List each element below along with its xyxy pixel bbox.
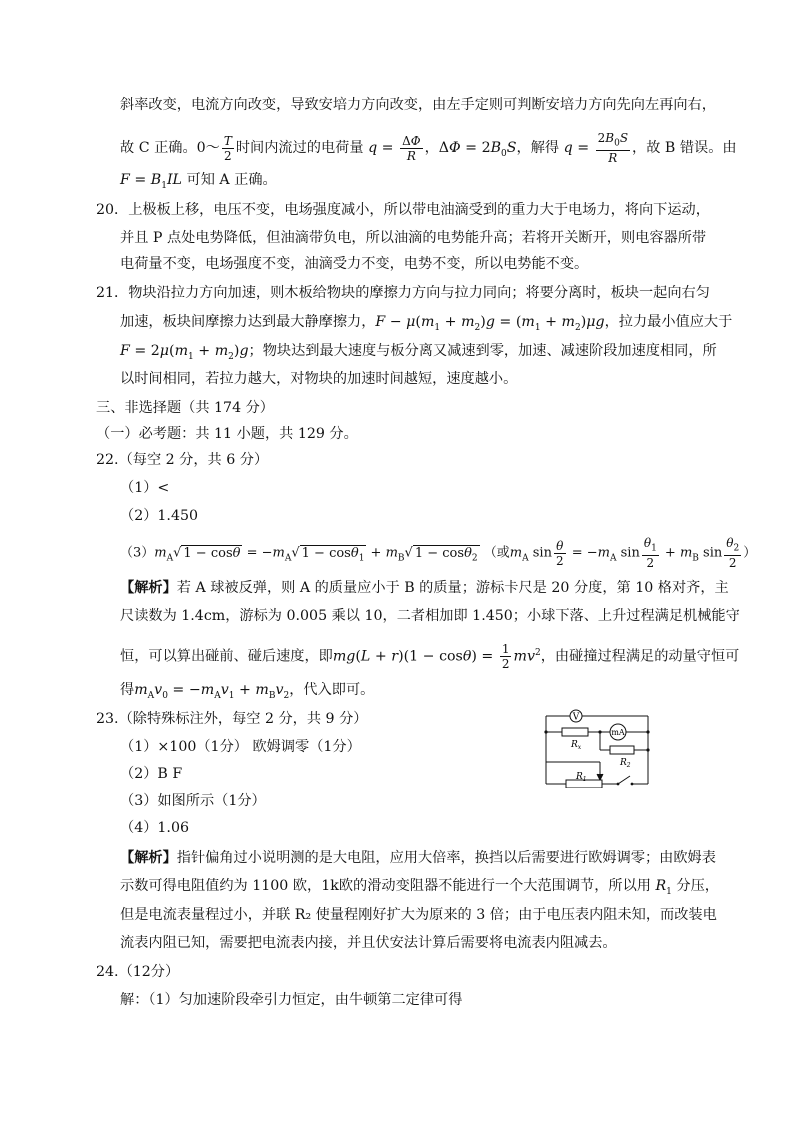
text-fragment: ）: [743, 545, 757, 561]
explanation-line: [120, 848, 716, 868]
answer-line: （1）×100（1分） 欧姆调零（1分）: [120, 739, 361, 755]
text-fragment: 时间内流过的电荷量: [235, 140, 369, 156]
question-header: 22.（每空 2 分，共 6 分）: [96, 452, 269, 468]
text-fragment: ，由碰撞过程满足的动量守恒可: [540, 648, 740, 665]
text-line: 20．上极板上移，电压不变，电场强度减小，所以带电油滴受到的重力大于电场力，将向下运动，: [96, 202, 710, 218]
r1-label: $R_1$: [576, 772, 587, 783]
text-fragment: 示数可得电阻值约为 1100 欧，1k欧的滑动变阻器不能进行一个大范围调节，所以用: [120, 878, 656, 894]
text-line: 故 C 正确。0～ $\frac{T}{2}$ 时间内流过的电荷量 q = $\frac{\Delta\Phi}{R}$ ，$\Delta\Phi = 2B_0S$，解得 q = $\frac{2B_0S}{R}$ ，故 B 错误。由: [120, 130, 737, 166]
explanation-tag: 【解析】: [120, 580, 177, 596]
text-fragment: ，解得: [516, 140, 564, 156]
answer-line: （2）B F: [120, 766, 183, 782]
text-fragment: 可知 A 正确。: [186, 172, 277, 188]
text-fragment: （3）: [120, 545, 155, 561]
text-line: $F = 2\mu(m_1 + m_2)g$；物块达到最大速度与板分离又减速到零，加速、减速阶段加速度相同，所: [120, 343, 717, 362]
text-line: 恒，可以算出碰前、碰后速度，即mg(L + r)(1 − cosθ) = $\frac{1}{2}$ $mv^2$，由碰撞过程满足的动量守恒可: [120, 642, 740, 672]
text-line: 尺读数为 1.4cm，游标为 0.005 乘以 10，二者相加即 1.450；小球下落、上升过程满足机械能守: [120, 608, 740, 624]
answer-line: 解：（1）匀加速阶段牵引力恒定，由牛顿第二定律可得: [120, 992, 463, 1008]
text-line: $F = B_1IL$ 可知 A 正确。: [120, 172, 277, 191]
answer-line: （2）1.450: [120, 508, 199, 524]
ammeter-label: mA: [611, 728, 625, 737]
text-line: 流表内阻已知，需要把电流表内接，并且伏安法计算后需要将电流表内阻减去。: [120, 935, 617, 951]
text-fragment: 若 A 球被反弹，则 A 的质量应小于 B 的质量；游标卡尺是 20 分度，第 10 格对齐，主: [176, 580, 729, 596]
question-header: 23.（除特殊标注外，每空 2 分，共 9 分）: [96, 711, 368, 727]
text-fragment: 指针偏角过小说明测的是大电阻，应用大倍率，换挡以后需要进行欧姆调零；由欧姆表: [176, 850, 716, 866]
text-fragment: 故 C 正确。0～: [120, 140, 220, 156]
text-fragment: ；物块达到最大速度与板分离又减速到零，加速、减速阶段加速度相同，所: [248, 343, 717, 359]
circuit-diagram: [540, 704, 654, 788]
text-fragment: ，拉力最小值应大于: [604, 314, 733, 330]
section-subheading: （一）必考题：共 11 小题，共 129 分。: [96, 426, 358, 442]
resistor-rx: [562, 728, 588, 736]
answer-line: （1）<: [120, 480, 170, 496]
text-line: 以时间相同，若拉力越大，对物块的加速时间越短，速度越小。: [120, 371, 518, 387]
explanation-tag: 【解析】: [120, 850, 177, 866]
text-fragment: 得: [120, 682, 135, 698]
question-header: 24.（12分）: [96, 964, 180, 980]
voltmeter-label: V: [572, 712, 580, 723]
formula-fraction: $\frac{T}{2}$: [223, 133, 232, 163]
text-fragment: （或: [483, 545, 510, 561]
text-line: 21．物块沿拉力方向加速，则木板给物块的摩擦力方向与拉力同向；将要分离时，板块一起向右匀: [96, 285, 710, 301]
text-fragment: ，代入即可。: [289, 682, 375, 698]
text-line: 但是电流表量程过小，并联 R₂ 使量程刚好扩大为原来的 3 倍；由于电压表内阻未知，而改装电: [120, 907, 717, 923]
text-line: 加速，板块间摩擦力达到最大静摩擦力，$F - \mu(m_1 + m_2)g = (m_1 + m_2)\mu g$，拉力最小值应大于: [120, 314, 733, 333]
formula-fraction: $\frac{2B_0S}{R}$: [597, 130, 629, 166]
text-line: 斜率改变，电流方向改变，导致安培力方向改变，由左手定则可判断安培力方向先向左再向右，: [120, 97, 716, 113]
text-line: 并且 P 点处电势降低，但油滴带负电，所以油滴的电势能升高；若将开关断开，则电容器所带: [120, 230, 707, 246]
text-fragment: 分压，: [671, 878, 719, 894]
text-fragment: 加速，板块间摩擦力达到最大静摩擦力，: [120, 314, 376, 330]
text-line: 示数可得电阻值约为 1100 欧，1k欧的滑动变阻器不能进行一个大范围调节，所以用 $R_1$ 分压，: [120, 878, 719, 897]
formula-fraction: $\frac{\Delta\Phi}{R}$: [402, 133, 421, 163]
answer-line: （4）1.06: [120, 820, 189, 836]
section-heading: 三、非选择题（共 174 分）: [96, 400, 274, 416]
text-fragment: 恒，可以算出碰前、碰后速度，即: [120, 648, 333, 665]
answer-line: （3）如图所示（1分）: [120, 793, 266, 809]
answer-line: $(3)m_A√$ $1 - \cos\theta = -m_A√$ $1 - \cos\theta_1 + m_B√$ 1 − cosθ$_2$ （或$m_A$ sin $\frac{\theta}{2}$ = $-m_A$ sin $\frac{\theta_1}{2}$ + $m_B$ sin $\frac{\theta_2}{2}$ ）: [120, 536, 757, 571]
resistor-r2: [610, 746, 634, 754]
rx-label: $R_x$: [571, 740, 582, 751]
r2-label: $R_2$: [620, 758, 631, 769]
text-line: 得$m_Av_0 = -m_Av_1 + m_Bv_2$，代入即可。: [120, 682, 375, 701]
explanation-line: [120, 578, 729, 598]
text-line: 电荷量不变，电场强度不变，油滴受力不变，电势不变，所以电势能不变。: [120, 256, 589, 272]
text-fragment: ，故 B 错误。由: [632, 140, 737, 156]
